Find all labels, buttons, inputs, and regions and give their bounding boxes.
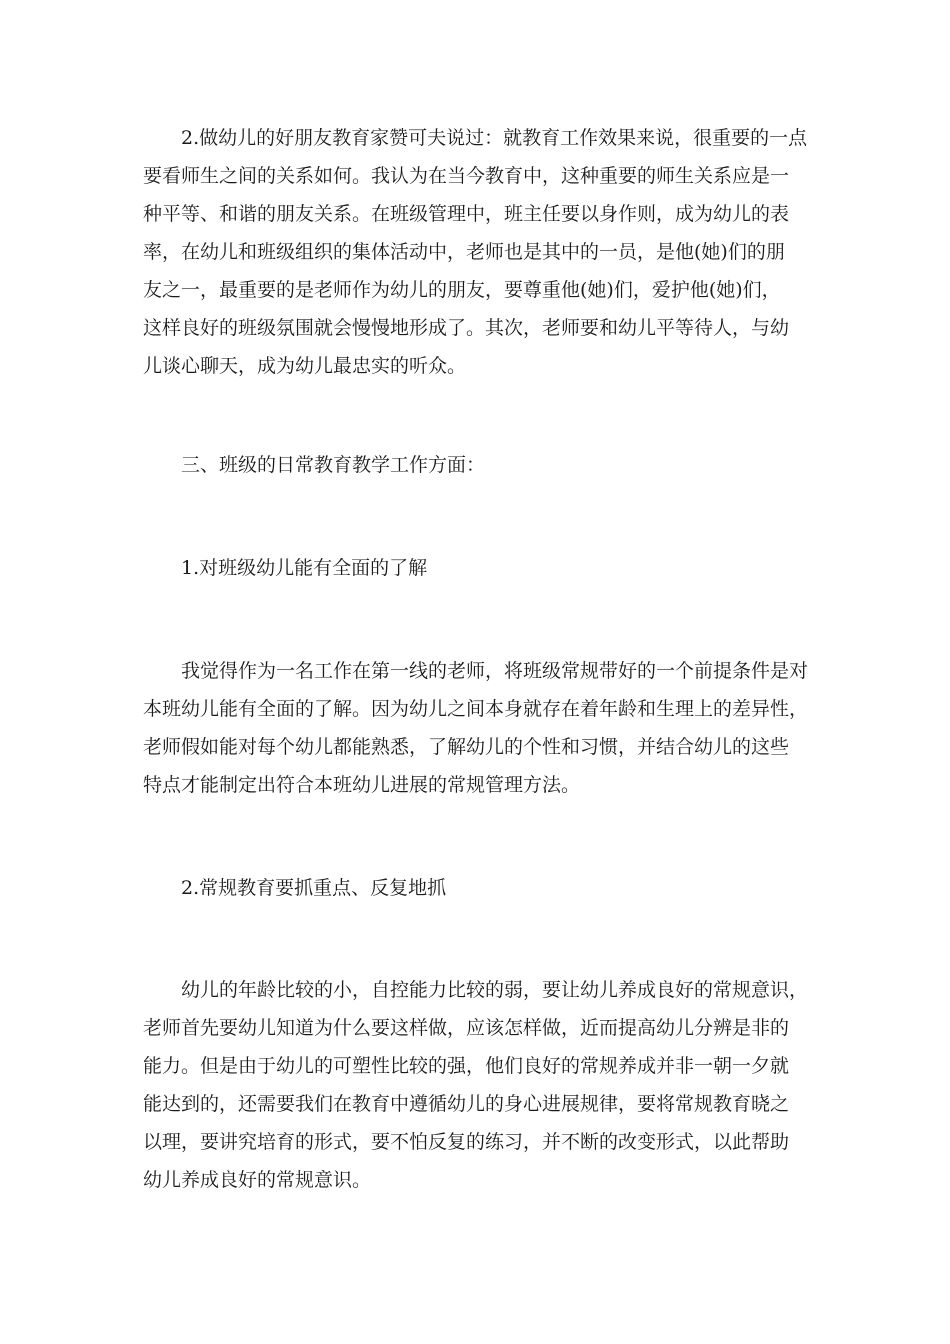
paragraph-routine-education xyxy=(143,971,808,1199)
subheading-routine-education: 2.常规教育要抓重点、反复地抓 xyxy=(181,877,447,899)
paragraph-line: 幼儿养成良好的常规意识。 xyxy=(143,1169,372,1191)
paragraph-line: 要看师生之间的关系如何。我认为在当今教育中，这种重要的师生关系应是一 xyxy=(143,165,790,187)
paragraph-line: 能达到的，还需要我们在教育中遵循幼儿的身心进展规律，要将常规教育晓之 xyxy=(143,1093,790,1115)
paragraph-line: 这样良好的班级氛围就会慢慢地形成了。其次，老师要和幼儿平等待人，与幼 xyxy=(143,317,790,339)
paragraph-line: 2.做幼儿的好朋友教育家赞可夫说过：就教育工作效果来说，很重要的一点 xyxy=(181,127,808,149)
paragraph-line: 儿谈心聊天，成为幼儿最忠实的听众。 xyxy=(143,355,467,377)
paragraph-line: 种平等、和谐的朋友关系。在班级管理中，班主任要以身作则，成为幼儿的表 xyxy=(143,203,790,225)
paragraph-teacher-friend xyxy=(143,119,808,385)
paragraph-line: 率，在幼儿和班级组织的集体活动中，老师也是其中的一员，是他(她)们的朋 xyxy=(143,241,785,263)
paragraph-line: 本班幼儿能有全面的了解。因为幼儿之间本身就存在着年龄和生理上的差异性， xyxy=(143,698,809,720)
paragraph-line: 特点才能制定出符合本班幼儿进展的常规管理方法。 xyxy=(143,774,581,796)
section-heading: 三、班级的日常教育教学工作方面： xyxy=(181,454,486,476)
paragraph-line: 老师首先要幼儿知道为什么要这样做，应该怎样做，近而提高幼儿分辨是非的 xyxy=(143,1017,790,1039)
subheading-understand-children: 1.对班级幼儿能有全面的了解 xyxy=(181,557,428,579)
paragraph-line: 友之一，最重要的是老师作为幼儿的朋友，要尊重他(她)们，爱护他(她)们， xyxy=(143,279,781,301)
paragraph-line: 幼儿的年龄比较的小，自控能力比较的弱，要让幼儿养成良好的常规意识， xyxy=(181,979,809,1001)
paragraph-line: 老师假如能对每个幼儿都能熟悉，了解幼儿的个性和习惯，并结合幼儿的这些 xyxy=(143,736,790,758)
paragraph-understand-children xyxy=(143,652,808,804)
paragraph-line: 以理，要讲究培育的形式，要不怕反复的练习，并不断的改变形式，以此帮助 xyxy=(143,1131,790,1153)
paragraph-line: 能力。但是由于幼儿的可塑性比较的强，他们良好的常规养成并非一朝一夕就 xyxy=(143,1055,790,1077)
paragraph-line: 我觉得作为一名工作在第一线的老师，将班级常规带好的一个前提条件是对 xyxy=(181,660,809,682)
